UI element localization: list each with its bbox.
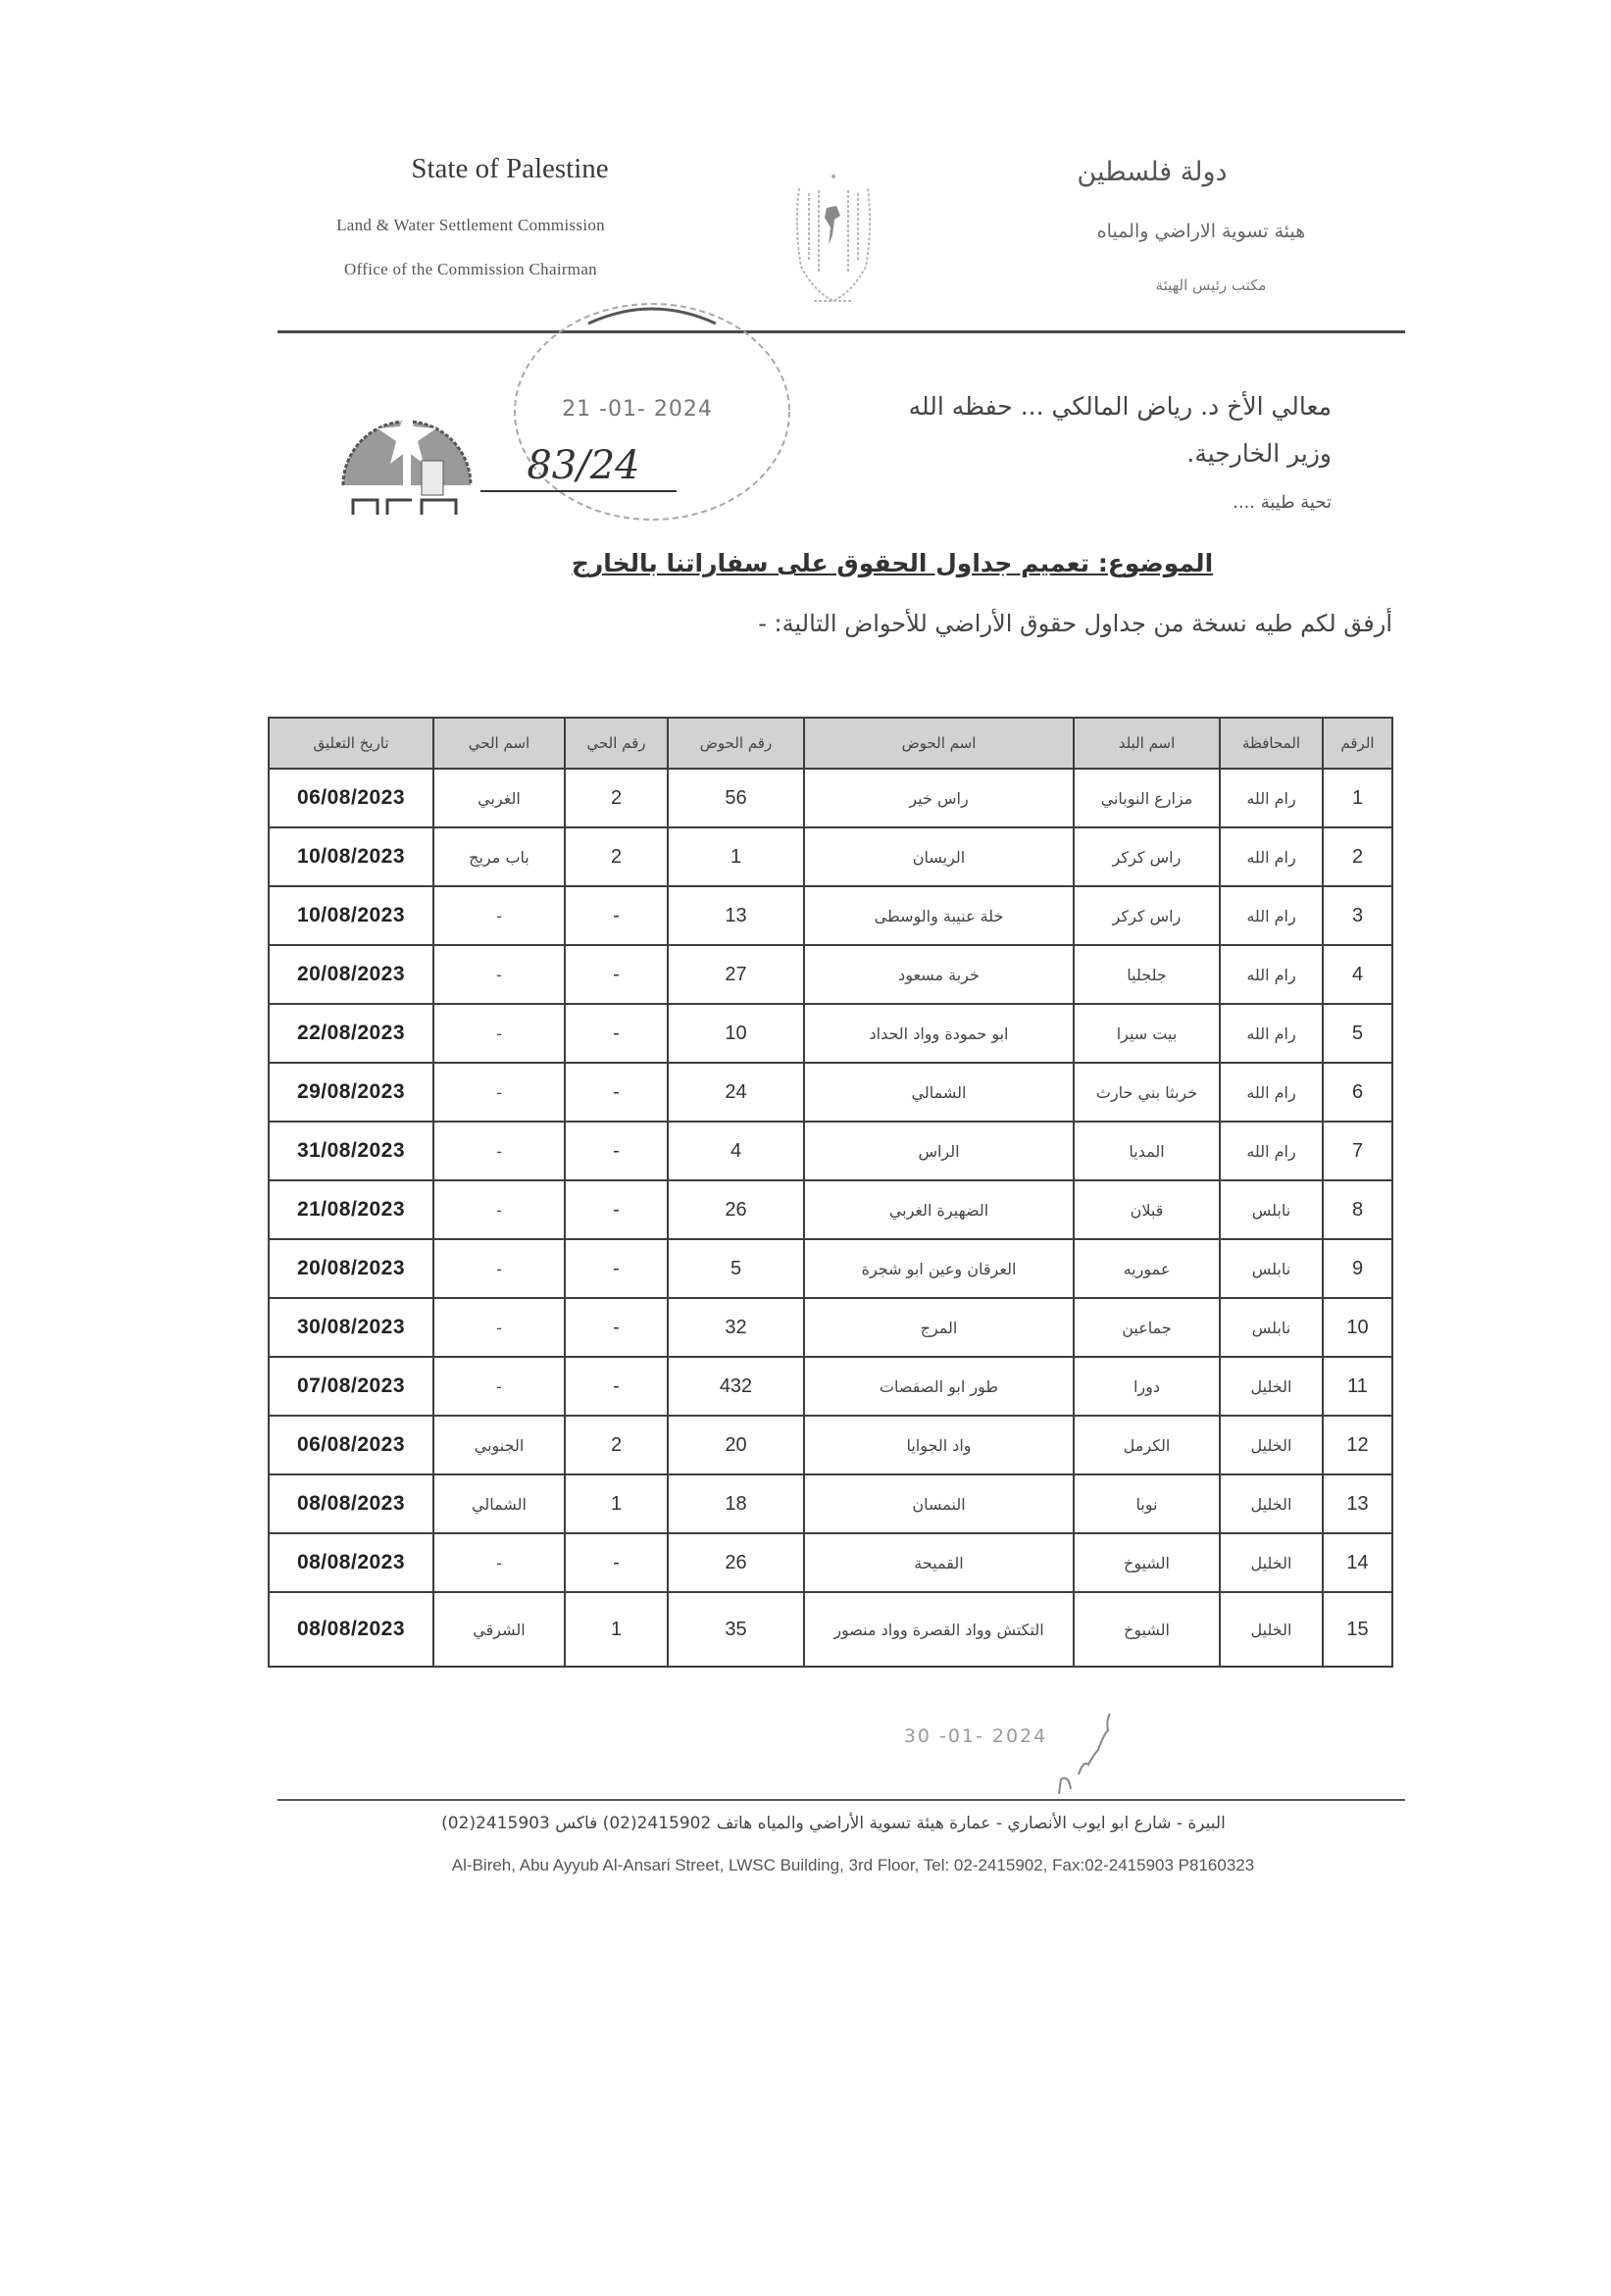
district-number-cell: - [565, 886, 668, 945]
basin-name-cell: العرقان وعين ابو شجرة [804, 1239, 1074, 1298]
district-name-cell: - [433, 1533, 565, 1592]
governorate-cell: رام الله [1220, 1122, 1323, 1180]
governorate-cell: رام الله [1220, 827, 1323, 886]
basin-number-cell: 4 [668, 1122, 804, 1180]
table-body [269, 769, 1392, 1667]
governorate-cell: رام الله [1220, 769, 1323, 827]
basin-name-cell: طور ابو الصفصات [804, 1357, 1074, 1416]
governorate-cell: الخليل [1220, 1474, 1323, 1533]
table-row [269, 1416, 1392, 1474]
row-number: 7 [1323, 1122, 1392, 1180]
district-name-cell: الشرقي [433, 1592, 565, 1667]
governorate-cell: نابلس [1220, 1239, 1323, 1298]
row-number: 11 [1323, 1357, 1392, 1416]
basin-name-cell: الضهيرة الغربي [804, 1180, 1074, 1239]
header-date: تاريخ التعليق [269, 718, 433, 769]
town-cell: عموريه [1074, 1239, 1220, 1298]
table-header-row [269, 718, 1392, 769]
intro-paragraph: أرفق لكم طيه نسخة من جداول حقوق الأراضي للأحواض التالية: - [758, 610, 1392, 637]
row-number: 6 [1323, 1063, 1392, 1122]
posting-date-cell: 21/08/2023 [269, 1180, 433, 1239]
table-row [269, 827, 1392, 886]
row-number: 3 [1323, 886, 1392, 945]
town-cell: خربثا بني حارث [1074, 1063, 1220, 1122]
row-number: 5 [1323, 1004, 1392, 1063]
basin-number-cell: 32 [668, 1298, 804, 1357]
district-name-cell: الغربي [433, 769, 565, 827]
district-number-cell: - [565, 945, 668, 1004]
district-number-cell: 1 [565, 1592, 668, 1667]
bottom-stamp-date: 30 -01- 2024 [903, 1725, 1048, 1747]
district-number-cell: - [565, 1180, 668, 1239]
reference-underline [480, 490, 677, 492]
district-name-cell: الجنوبي [433, 1416, 565, 1474]
town-cell: راس كركر [1074, 827, 1220, 886]
row-number: 8 [1323, 1180, 1392, 1239]
posting-date-cell: 20/08/2023 [269, 945, 433, 1004]
header-district-name: اسم الحي [433, 718, 565, 769]
district-number-cell: - [565, 1004, 668, 1063]
letterhead-ar-commission: هيئة تسوية الاراضي والمياه [1096, 221, 1306, 242]
district-name-cell: - [433, 1122, 565, 1180]
land-rights-table [268, 717, 1393, 1668]
basin-number-cell: 26 [668, 1180, 804, 1239]
addressee-title: وزير الخارجية. [1186, 439, 1332, 468]
eagle-emblem-icon [789, 169, 878, 311]
row-number: 15 [1323, 1592, 1392, 1667]
town-cell: دورا [1074, 1357, 1220, 1416]
governorate-cell: رام الله [1220, 1004, 1323, 1063]
posting-date-cell: 08/08/2023 [269, 1474, 433, 1533]
row-number: 12 [1323, 1416, 1392, 1474]
governorate-cell: رام الله [1220, 1063, 1323, 1122]
town-cell: قبلان [1074, 1180, 1220, 1239]
district-name-cell: - [433, 1063, 565, 1122]
basin-name-cell: ابو حمودة وواد الحداد [804, 1004, 1074, 1063]
basin-name-cell: القميحة [804, 1533, 1074, 1592]
posting-date-cell: 31/08/2023 [269, 1122, 433, 1180]
basin-number-cell: 10 [668, 1004, 804, 1063]
district-number-cell: - [565, 1533, 668, 1592]
basin-number-cell: 27 [668, 945, 804, 1004]
district-name-cell: - [433, 1239, 565, 1298]
basin-number-cell: 5 [668, 1239, 804, 1298]
addressee-line: معالي الأخ د. رياض المالكي ... حفظه الله [908, 392, 1332, 421]
footer-address-ar: البيرة - شارع ابو ايوب الأنصاري - عمارة هيئة تسوية الأراضي والمياه هاتف 2415902(02) فاكس 2415903(02) [441, 1814, 1226, 1833]
table-row [269, 1474, 1392, 1533]
header-no: الرقم [1323, 718, 1392, 769]
basin-number-cell: 24 [668, 1063, 804, 1122]
district-number-cell: 2 [565, 1416, 668, 1474]
governorate-cell: رام الله [1220, 945, 1323, 1004]
row-number: 14 [1323, 1533, 1392, 1592]
posting-date-cell: 07/08/2023 [269, 1357, 433, 1416]
district-name-cell: - [433, 1004, 565, 1063]
basin-number-cell: 18 [668, 1474, 804, 1533]
governorate-cell: رام الله [1220, 886, 1323, 945]
district-number-cell: - [565, 1122, 668, 1180]
footer-divider [277, 1799, 1405, 1801]
letterhead-ar-title: دولة فلسطين [1077, 157, 1228, 187]
table-row [269, 1533, 1392, 1592]
row-number: 1 [1323, 769, 1392, 827]
header-basin-name: اسم الحوض [804, 718, 1074, 769]
basin-name-cell: الراس [804, 1122, 1074, 1180]
posting-date-cell: 29/08/2023 [269, 1063, 433, 1122]
footer-address-en: Al-Bireh, Abu Ayyub Al-Ansari Street, LWSC Building, 3rd Floor, Tel: 02-2415902, Fax:02-2415903 P8160323 [451, 1856, 1255, 1874]
header-district-no: رقم الحي [565, 718, 668, 769]
basin-name-cell: النمسان [804, 1474, 1074, 1533]
district-name-cell: باب مريج [433, 827, 565, 886]
district-number-cell: 2 [565, 827, 668, 886]
basin-name-cell: راس خير [804, 769, 1074, 827]
subject-line: الموضوع: تعميم جداول الحقوق على سفاراتنا بالخارج [571, 549, 1214, 577]
posting-date-cell: 08/08/2023 [269, 1592, 433, 1667]
town-cell: الكرمل [1074, 1416, 1220, 1474]
reference-number: 83/24 [527, 443, 640, 488]
table-row [269, 1122, 1392, 1180]
header-divider [277, 330, 1405, 333]
row-number: 13 [1323, 1474, 1392, 1533]
basin-name-cell: المرج [804, 1298, 1074, 1357]
district-name-cell: الشمالي [433, 1474, 565, 1533]
town-cell: الشيوخ [1074, 1592, 1220, 1667]
basin-number-cell: 56 [668, 769, 804, 827]
governorate-cell: الخليل [1220, 1592, 1323, 1667]
letterhead-en-office: Office of the Commission Chairman [344, 260, 597, 278]
basin-number-cell: 26 [668, 1533, 804, 1592]
header-town: اسم البلد [1074, 718, 1220, 769]
signature-mark-icon [1049, 1706, 1128, 1799]
table-row [269, 1298, 1392, 1357]
row-number: 9 [1323, 1239, 1392, 1298]
town-cell: الشيوخ [1074, 1533, 1220, 1592]
basin-number-cell: 20 [668, 1416, 804, 1474]
posting-date-cell: 30/08/2023 [269, 1298, 433, 1357]
district-name-cell: - [433, 886, 565, 945]
basin-name-cell: التكتش وواد القصرة وواد منصور [804, 1592, 1074, 1667]
district-number-cell: 1 [565, 1474, 668, 1533]
district-number-cell: 2 [565, 769, 668, 827]
basin-number-cell: 432 [668, 1357, 804, 1416]
district-number-cell: - [565, 1298, 668, 1357]
district-name-cell: - [433, 945, 565, 1004]
district-name-cell: - [433, 1180, 565, 1239]
town-cell: جماعين [1074, 1298, 1220, 1357]
table-row [269, 945, 1392, 1004]
town-cell: راس كركر [1074, 886, 1220, 945]
posting-date-cell: 22/08/2023 [269, 1004, 433, 1063]
district-number-cell: - [565, 1357, 668, 1416]
header-governorate: المحافظة [1220, 718, 1323, 769]
governorate-cell: الخليل [1220, 1533, 1323, 1592]
posting-date-cell: 06/08/2023 [269, 1416, 433, 1474]
posting-date-cell: 20/08/2023 [269, 1239, 433, 1298]
town-cell: المديا [1074, 1122, 1220, 1180]
table-row [269, 1239, 1392, 1298]
town-cell: جلجليا [1074, 945, 1220, 1004]
governorate-cell: نابلس [1220, 1180, 1323, 1239]
posting-date-cell: 10/08/2023 [269, 827, 433, 886]
table-row [269, 886, 1392, 945]
letterhead-en-title: State of Palestine [411, 153, 609, 184]
bethlehem-seal-icon [333, 368, 480, 534]
district-number-cell: - [565, 1063, 668, 1122]
basin-number-cell: 13 [668, 886, 804, 945]
governorate-cell: الخليل [1220, 1416, 1323, 1474]
posting-date-cell: 10/08/2023 [269, 886, 433, 945]
basin-name-cell: واد الجوايا [804, 1416, 1074, 1474]
basin-name-cell: خربة مسعود [804, 945, 1074, 1004]
letterhead-en-commission: Land & Water Settlement Commission [336, 216, 605, 234]
basin-name-cell: الشمالي [804, 1063, 1074, 1122]
posting-date-cell: 06/08/2023 [269, 769, 433, 827]
letterhead-ar-office: مكتب رئيس الهيئة [1155, 276, 1267, 294]
header-basin-no: رقم الحوض [668, 718, 804, 769]
table-row [269, 1063, 1392, 1122]
district-name-cell: - [433, 1298, 565, 1357]
table-row [269, 1004, 1392, 1063]
governorate-cell: نابلس [1220, 1298, 1323, 1357]
row-number: 4 [1323, 945, 1392, 1004]
table-row [269, 1180, 1392, 1239]
table-row [269, 769, 1392, 827]
basin-number-cell: 1 [668, 827, 804, 886]
basin-name-cell: خلة عنيبة والوسطى [804, 886, 1074, 945]
row-number: 10 [1323, 1298, 1392, 1357]
governorate-cell: الخليل [1220, 1357, 1323, 1416]
received-stamp-date: 21 -01- 2024 [562, 397, 713, 422]
basin-name-cell: الريسان [804, 827, 1074, 886]
row-number: 2 [1323, 827, 1392, 886]
district-number-cell: - [565, 1239, 668, 1298]
greeting-line: تحية طيبة .... [1233, 492, 1332, 513]
table-row [269, 1592, 1392, 1667]
town-cell: بيت سيرا [1074, 1004, 1220, 1063]
district-name-cell: - [433, 1357, 565, 1416]
posting-date-cell: 08/08/2023 [269, 1533, 433, 1592]
basin-number-cell: 35 [668, 1592, 804, 1667]
table-row [269, 1357, 1392, 1416]
town-cell: نوبا [1074, 1474, 1220, 1533]
town-cell: مزارع النوباني [1074, 769, 1220, 827]
